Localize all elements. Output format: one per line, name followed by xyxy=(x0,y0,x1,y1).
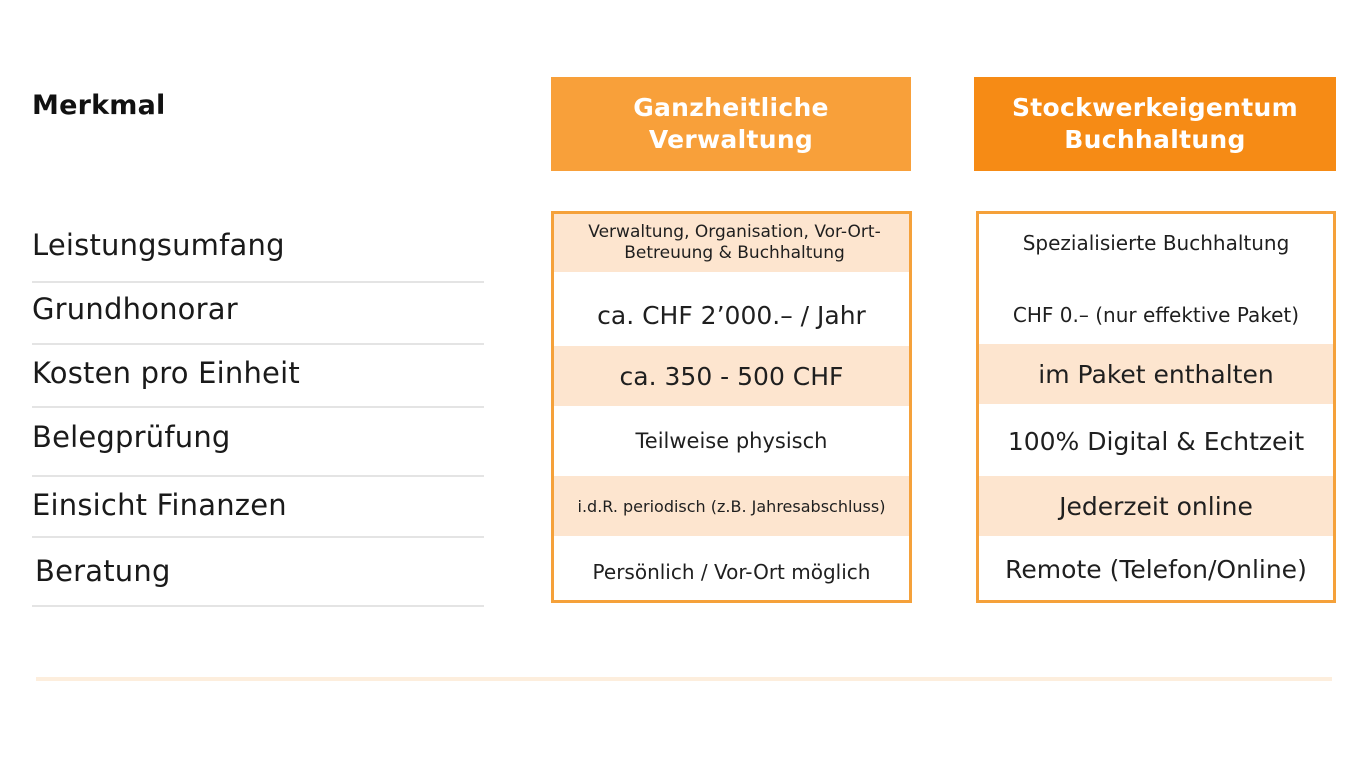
row-divider xyxy=(32,343,484,345)
column-stockwerkeigentum-buchhaltung xyxy=(976,211,1336,603)
cell-leistungsumfang: Spezialisierte Buchhaltung xyxy=(1022,231,1290,255)
row-divider xyxy=(32,536,484,538)
column-ganzheitliche-verwaltung xyxy=(551,211,912,603)
cell-grundhonorar: ca. CHF 2’000.– / Jahr xyxy=(597,300,866,330)
cell-einsicht-finanzen: Jederzeit online xyxy=(979,476,1333,536)
row-divider xyxy=(32,406,484,408)
cell-beratung: Remote (Telefon/Online) xyxy=(1005,554,1307,584)
row-label-grundhonorar: Grundhonorar xyxy=(32,292,238,326)
row-label-leistungsumfang: Leistungsumfang xyxy=(32,228,285,262)
cell-belegpruefung: 100% Digital & Echtzeit xyxy=(1007,426,1305,456)
cell-leistungsumfang: Verwaltung, Organisation, Vor-Ort- Betreuung & Buchhaltung xyxy=(554,214,909,272)
cell-beratung: Persönlich / Vor-Ort möglich xyxy=(592,560,871,584)
column-header-ganzheitliche-verwaltung xyxy=(551,77,911,171)
column-header-title: Stockwerkeigentum Buchhaltung xyxy=(1012,93,1298,154)
row-divider xyxy=(32,475,484,477)
cell-einsicht-finanzen: i.d.R. periodisch (z.B. Jahresabschluss) xyxy=(554,476,909,536)
column-header-title: Ganzheitliche Verwaltung xyxy=(633,93,829,154)
cell-grundhonorar: CHF 0.– (nur effektive Paket) xyxy=(1012,303,1300,327)
feature-column-heading: Merkmal xyxy=(32,90,166,121)
cell-kosten-pro-einheit: ca. 350 - 500 CHF xyxy=(554,346,909,406)
column-header-stockwerkeigentum-buchhaltung xyxy=(974,77,1336,171)
row-label-kosten-pro-einheit: Kosten pro Einheit xyxy=(32,356,300,390)
row-divider xyxy=(32,605,484,607)
row-label-belegpruefung: Belegprüfung xyxy=(32,420,231,454)
row-label-beratung: Beratung xyxy=(35,554,171,588)
row-label-einsicht-finanzen: Einsicht Finanzen xyxy=(32,488,287,522)
cell-kosten-pro-einheit: im Paket enthalten xyxy=(979,344,1333,404)
row-divider xyxy=(32,281,484,283)
footer-divider xyxy=(36,677,1332,681)
cell-belegpruefung: Teilweise physisch xyxy=(635,429,828,453)
